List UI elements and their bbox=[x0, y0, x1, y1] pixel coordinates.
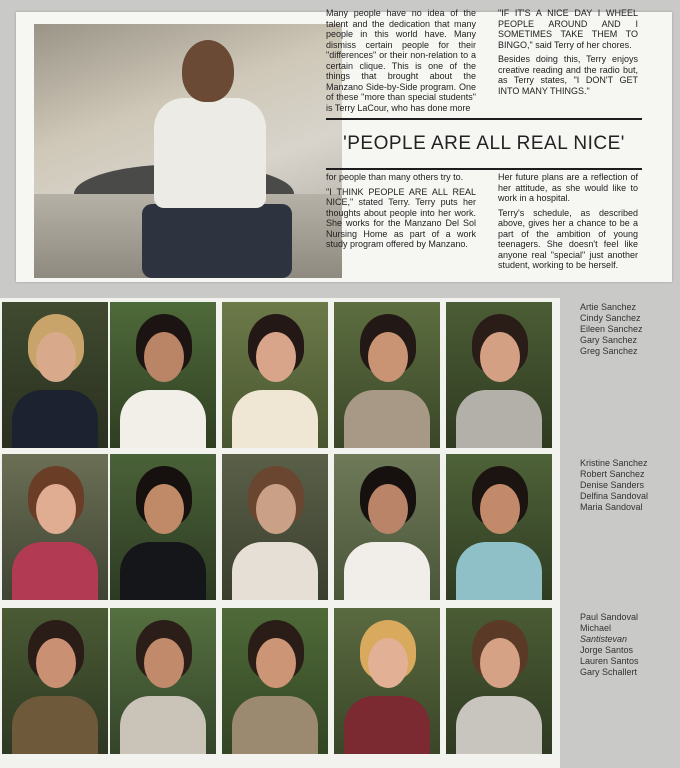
student-name: Santistevan bbox=[580, 634, 628, 644]
article-paragraph: Many people have no idea of the talent and the dedication that many people in this world have. Many dismiss certain people for their "differences" or their non-relation to a certain clique. This is one of the things that brought about the Manzano Side-by-Side program. One of these "more than special students" is Terry LaCour, who has done more bbox=[326, 8, 476, 113]
student-name: Maria Sandoval bbox=[580, 502, 643, 512]
feature-photo-terry bbox=[34, 24, 342, 278]
photo-person-head bbox=[182, 40, 234, 102]
article-column-bottom-left bbox=[326, 172, 476, 254]
student-name: Lauren Santos bbox=[580, 656, 639, 666]
student-name: Eileen Sanchez bbox=[580, 324, 643, 334]
portrait-photo bbox=[110, 608, 216, 754]
portrait-photo bbox=[222, 302, 328, 448]
portrait-grid-card bbox=[0, 298, 560, 768]
article-paragraph: Besides doing this, Terry enjoys creative reading and the radio but, as Terry states, "I DON'T GET INTO MANY THINGS." bbox=[498, 54, 638, 96]
headline-rule-top bbox=[326, 118, 642, 120]
article-column-bottom-right bbox=[498, 172, 638, 275]
student-name: Gary Schallert bbox=[580, 667, 638, 677]
portrait-photo bbox=[2, 454, 108, 600]
portrait-photo bbox=[2, 302, 108, 448]
student-name: Denise Sanders bbox=[580, 480, 645, 490]
article-column-top-left bbox=[326, 8, 476, 117]
student-name: Michael bbox=[580, 623, 612, 633]
article-headline: 'PEOPLE ARE ALL REAL NICE' bbox=[343, 133, 625, 154]
student-name: Kristine Sanchez bbox=[580, 458, 648, 468]
student-name: Cindy Sanchez bbox=[580, 313, 641, 323]
photo-person-legs bbox=[142, 204, 292, 278]
portrait-photo bbox=[222, 454, 328, 600]
portrait-photo bbox=[334, 454, 440, 600]
article-column-top-right bbox=[498, 8, 638, 100]
student-name: Paul Sandoval bbox=[580, 612, 639, 622]
student-name: Jorge Santos bbox=[580, 645, 634, 655]
portrait-photo bbox=[110, 454, 216, 600]
student-name: Robert Sanchez bbox=[580, 469, 645, 479]
article-paragraph: Her future plans are a reflection of her attitude, as she would like to work in a hospital. bbox=[498, 172, 638, 203]
portrait-photo bbox=[2, 608, 108, 754]
portrait-photo bbox=[446, 454, 552, 600]
portrait-photo bbox=[334, 608, 440, 754]
article-paragraph: "I THINK PEOPLE ARE ALL REAL NICE," stated Terry. Terry puts her thoughts about people into her work. She works for the Manzano Del Sol Nursing Home as part of a work study program offered by Manzano. bbox=[326, 186, 476, 249]
portrait-photo bbox=[446, 608, 552, 754]
article-paragraph: for people than many others try to. bbox=[326, 172, 464, 182]
headline-rule-bottom bbox=[326, 168, 642, 170]
article-paragraph: "IF IT'S A NICE DAY I WHEEL PEOPLE AROUND AND I SOMETIMES TAKE THEM TO BINGO," said Terry of her chores. bbox=[498, 8, 638, 50]
student-name: Delfina Sandoval bbox=[580, 491, 649, 501]
name-list-row-1 bbox=[580, 302, 676, 357]
name-list-row-3 bbox=[580, 612, 676, 678]
portrait-photo bbox=[110, 302, 216, 448]
portrait-photo bbox=[334, 302, 440, 448]
student-name: Gary Sanchez bbox=[580, 335, 638, 345]
student-name: Artie Sanchez bbox=[580, 302, 637, 312]
name-list-row-2 bbox=[580, 458, 676, 513]
portrait-photo bbox=[446, 302, 552, 448]
article-paragraph: Terry's schedule, as described above, gives her a chance to be a part of the ambition of young teenagers. She doesn't feel like anyone real "special" just another student, working to be herself. bbox=[498, 207, 638, 270]
photo-person-body bbox=[154, 98, 266, 208]
portrait-photo bbox=[222, 608, 328, 754]
student-name: Greg Sanchez bbox=[580, 346, 638, 356]
